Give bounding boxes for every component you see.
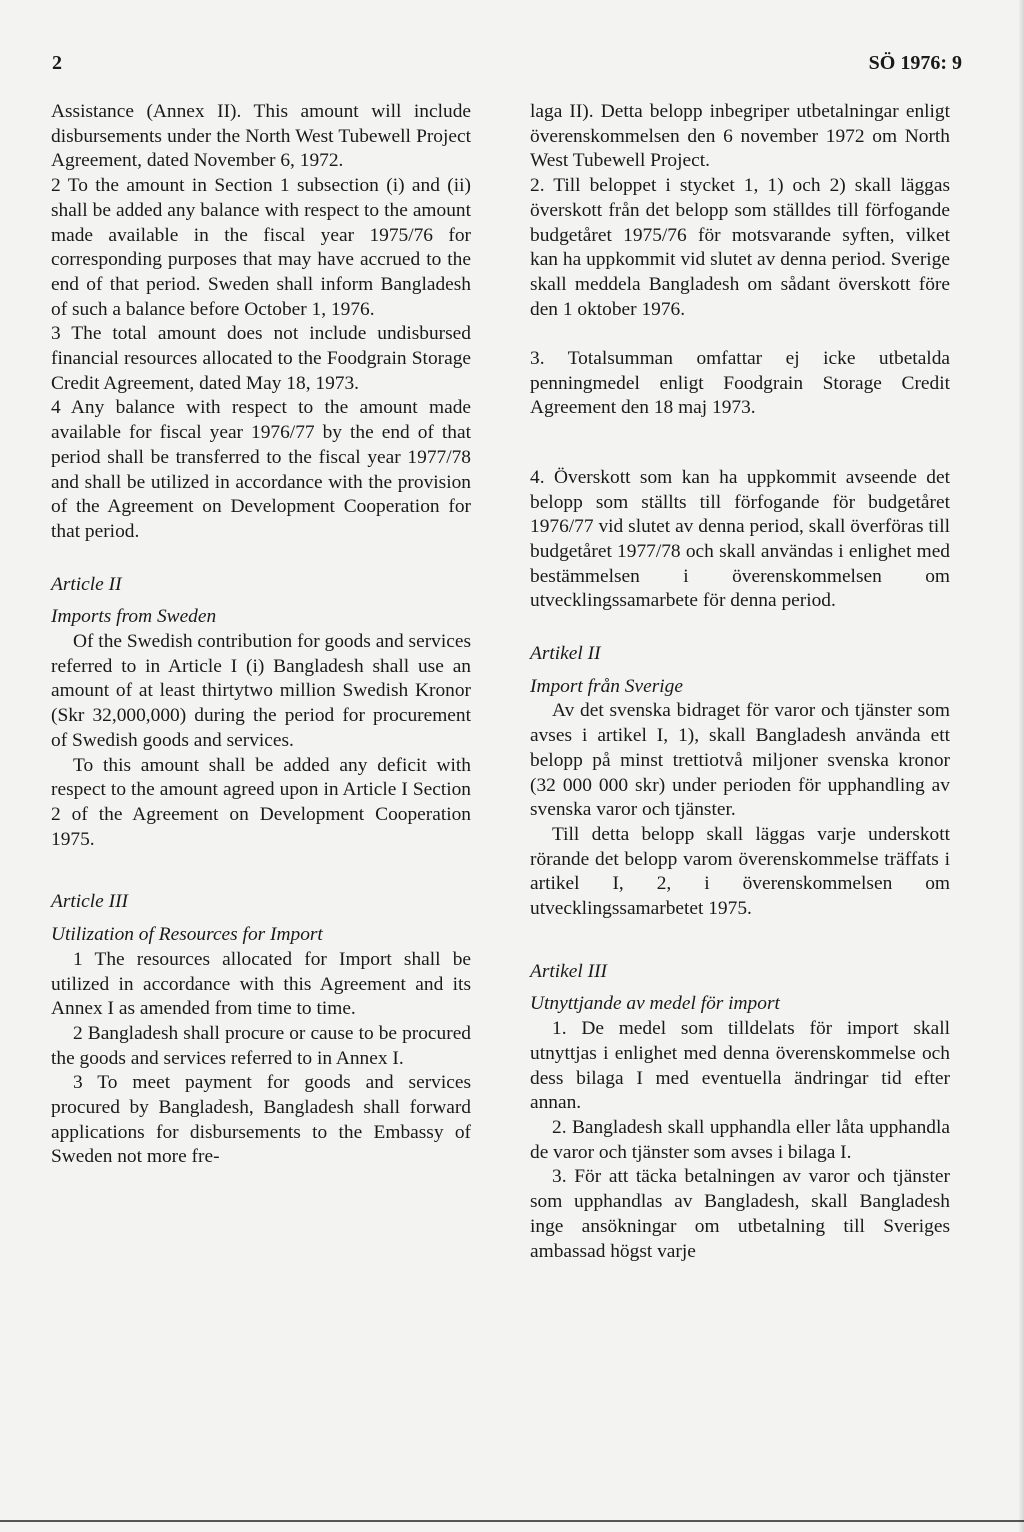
page-header — [52, 52, 962, 86]
english-paragraph-4: 4 Any balance with respect to the amount made available for fiscal year 1976/77 by the end of that period shall be transferred to the fiscal year 1977/78 and shall be utilized in accordance with the provision of the Agreement on Development Cooperation for that period. — [51, 397, 471, 542]
english-paragraph-3: 3 The total amount does not include undisbursed financial resources allocated to the Foodgrain Storage Credit Agreement, dated May 18, 1973. — [51, 323, 471, 394]
english-article-3-paragraph-1: 1 The resources allocated for Import shall be utilized in accordance with this Agreement and its Annex I as amended from time to time. — [51, 948, 471, 1020]
swedish-paragraph-2: 2. Till beloppet i stycket 1, 1) och 2) skall läggas överskott från det belopp som ställdes till förfogande budgetåret 1975/76 för motsvarande syften, vilket kan ha uppkommit vid slutet av denna period. Sverige skall meddela Bangladesh om sådant överskott före den 1 oktober 1976. — [530, 175, 950, 320]
english-column — [51, 100, 471, 1170]
swedish-article-3-paragraph-1: 1. De medel som tilldelats för import skall utnyttjas i enlighet med denna överenskommelse och dess bilaga I med eventuella ändringar tid efter annan. — [530, 1018, 950, 1114]
bottom-rule — [0, 1520, 1024, 1522]
swedish-article-2-subtitle: Import från Sverige — [530, 675, 683, 697]
swedish-article-3-paragraph-2: 2. Bangladesh skall upphandla eller låta upphandla de varor och tjänster som avses i bilaga I. — [530, 1116, 950, 1163]
swedish-column — [530, 100, 950, 1264]
swedish-article-2-paragraph-2: Till detta belopp skall läggas varje underskott rörande det belopp varom överenskommelse träffats i artikel I, 2, i överenskommelsen om utvecklingssamarbetet 1975. — [530, 823, 950, 920]
english-article-2-subtitle: Imports from Sweden — [51, 606, 217, 628]
english-article-2-paragraph-2: To this amount shall be added any deficit with respect to the amount agreed upon in Article I Section 2 of the Agreement on Development Cooperation 1975. — [51, 754, 471, 850]
document-reference: SÖ 1976: 9 — [868, 52, 962, 74]
swedish-paragraph-4: 4. Överskott som kan ha uppkommit avseende det belopp som ställts till förfogande för budgetåret 1976/77 vid slutet av denna period, skall överföras till budgetåret 1977/78 och skall användas i enlighet med bestämmelsen i överenskommelsen om utvecklingssamarbete för denna period. — [530, 466, 950, 612]
english-intro-paragraph: Assistance (Annex II). This amount will include disbursements under the North West Tubewell Project Agreement, dated November 6, 1972. — [51, 101, 471, 172]
english-article-2-paragraph-1: Of the Swedish contribution for goods and services referred to in Article I (i) Bangladesh shall use an amount of at least thirtytwo million Swedish Kronor (Skr 32,000,000) during the period for procurement of Swedish goods and services. — [51, 631, 471, 751]
english-article-3-paragraph-3: 3 To meet payment for goods and services procured by Bangladesh, Bangladesh shall forward applications for disbursements to the Embassy of Sweden not more fre- — [51, 1072, 471, 1168]
swedish-article-2-paragraph-1: Av det svenska bidraget för varor och tjänster som avses i artikel I, 1), skall Bangladesh använda ett belopp på minst trettiotvå miljoner svenska kronor (32 000 000 skr) under perioden för upphandling av svenska varor och tjänster. — [530, 700, 950, 821]
scan-edge-shadow — [1018, 0, 1024, 1532]
swedish-article-3-paragraph-3: 3. För att täcka betalningen av varor och tjänster som upphandlas av Bangladesh, skall Bangladesh inge ansökningar om utbetalning till Sveriges ambassad högst varje — [530, 1166, 950, 1262]
english-article-3-title: Article III — [51, 891, 128, 913]
swedish-article-3-title: Artikel III — [530, 960, 607, 982]
english-article-3-paragraph-2: 2 Bangladesh shall procure or cause to be procured the goods and services referred to in Annex I. — [51, 1022, 471, 1069]
swedish-intro-paragraph: laga II). Detta belopp inbegriper utbetalningar enligt överenskommelsen den 6 november 1972 om North West Tubewell Project. — [530, 101, 950, 172]
english-paragraph-2: 2 To the amount in Section 1 subsection (i) and (ii) shall be added any balance with respect to the amount made available in the fiscal year 1975/76 for corresponding purposes that may have accrued to the end of that period. Sweden shall inform Bangladesh of such a balance before October 1, 1976. — [51, 175, 471, 320]
english-article-2-title: Article II — [51, 573, 122, 595]
english-article-3-subtitle: Utilization of Resources for Import — [51, 924, 323, 946]
swedish-paragraph-3: 3. Totalsumman omfattar ej icke utbetalda penningmedel enligt Foodgrain Storage Credit Agreement den 18 maj 1973. — [530, 348, 950, 419]
swedish-article-2-title: Artikel II — [530, 643, 601, 665]
page-number: 2 — [52, 52, 62, 74]
swedish-article-3-subtitle: Utnyttjande av medel för import — [530, 993, 780, 1015]
